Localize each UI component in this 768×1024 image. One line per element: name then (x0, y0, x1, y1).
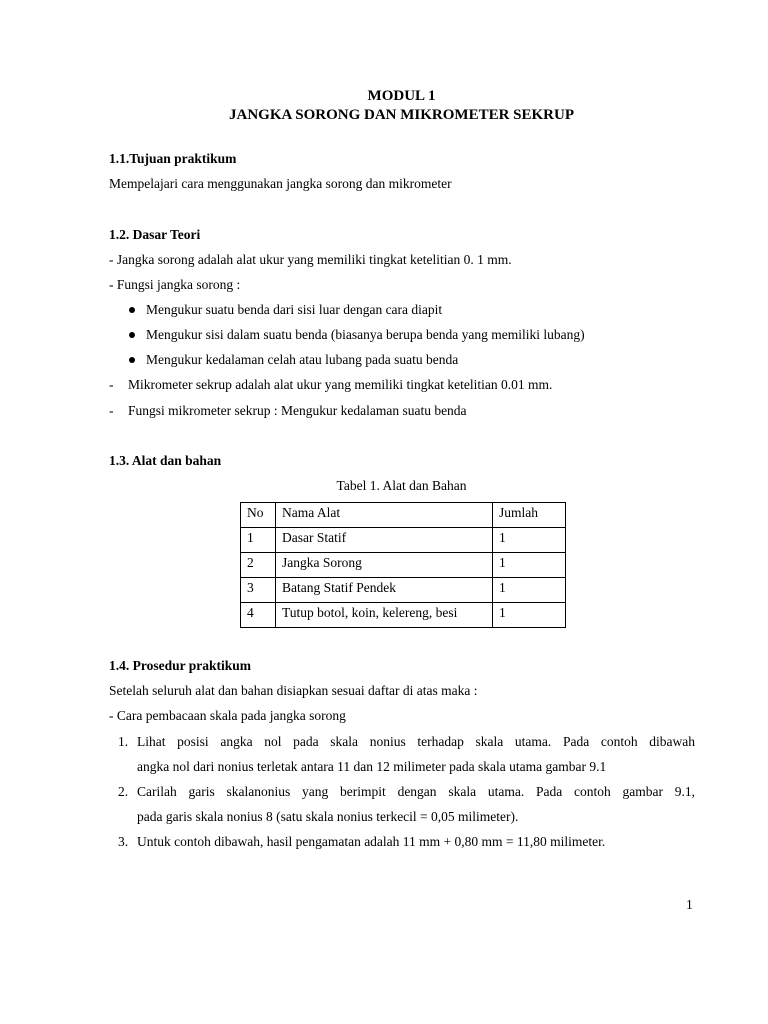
table-cell: 1 (493, 603, 566, 628)
table-row (241, 528, 566, 553)
dash-marker: - (109, 377, 114, 392)
table-cell: 3 (241, 578, 276, 603)
table-header-row (241, 503, 566, 528)
table-cell: Tutup botol, koin, kelereng, besi (276, 603, 493, 628)
prosedur-subheading: - Cara pembacaan skala pada jangka sorong (109, 708, 346, 723)
bullet-item: Mengukur kedalaman celah atau lubang pada suatu benda (146, 352, 459, 367)
table-cell: 1 (493, 578, 566, 603)
step-number: 1. (118, 734, 129, 749)
section-heading-alat-bahan: 1.3. Alat dan bahan (109, 453, 222, 468)
bullet-icon (129, 357, 135, 363)
dasar-teori-line-2: - Fungsi jangka sorong : (109, 277, 241, 292)
bullet-item: Mengukur sisi dalam suatu benda (biasanya berupa benda yang memiliki lubang) (146, 327, 585, 342)
bullet-icon (129, 307, 135, 313)
dash-item: Fungsi mikrometer sekrup : Mengukur kedalaman suatu benda (128, 403, 467, 418)
step-text: Lihat posisi angka nol pada skala nonius terhadap skala utama. Pada contoh dibawah (137, 734, 695, 749)
bullet-icon (129, 332, 135, 338)
page-number: 1 (686, 897, 693, 912)
step-number: 3. (118, 834, 129, 849)
module-subtitle: JANGKA SORONG DAN MIKROMETER SEKRUP (228, 107, 575, 123)
table-cell: 2 (241, 553, 276, 578)
table-cell: Jangka Sorong (276, 553, 493, 578)
step-number: 2. (118, 784, 129, 799)
prosedur-intro: Setelah seluruh alat dan bahan disiapkan sesuai daftar di atas maka : (109, 683, 478, 698)
step-text: Carilah garis skalanonius yang berimpit dengan skala utama. Pada contoh gambar 9.1, (137, 784, 695, 799)
table-cell: 1 (493, 553, 566, 578)
bullet-item: Mengukur suatu benda dari sisi luar dengan cara diapit (146, 302, 443, 317)
table-cell: 1 (241, 528, 276, 553)
table-cell: Batang Statif Pendek (276, 578, 493, 603)
step-text-continued: angka nol dari nonius terletak antara 11 dan 12 milimeter pada skala utama gambar 9.1 (137, 759, 607, 774)
dasar-teori-line-1: - Jangka sorong adalah alat ukur yang memiliki tingkat ketelitian 0. 1 mm. (109, 252, 512, 267)
table-row (241, 603, 566, 628)
module-title: MODUL 1 (367, 88, 436, 104)
section-heading-tujuan: 1.1.Tujuan praktikum (109, 151, 237, 166)
step-text-continued: pada garis skala nonius 8 (satu skala nonius terkecil = 0,05 milimeter). (137, 809, 519, 824)
table-cell: 4 (241, 603, 276, 628)
table-caption: Tabel 1. Alat dan Bahan (336, 478, 467, 493)
step-text: Untuk contoh dibawah, hasil pengamatan adalah 11 mm + 0,80 mm = 11,80 milimeter. (137, 834, 606, 849)
table-cell: 1 (493, 528, 566, 553)
section-heading-prosedur: 1.4. Prosedur praktikum (109, 658, 252, 673)
dash-item: Mikrometer sekrup adalah alat ukur yang memiliki tingkat ketelitian 0.01 mm. (128, 377, 553, 392)
dash-marker: - (109, 403, 114, 418)
table-row (241, 553, 566, 578)
section-heading-dasar-teori: 1.2. Dasar Teori (109, 227, 201, 242)
table-header-cell: Jumlah (493, 503, 566, 528)
table-cell: Dasar Statif (276, 528, 493, 553)
table-header-cell: Nama Alat (276, 503, 493, 528)
equipment-table (240, 502, 566, 628)
table-row (241, 578, 566, 603)
table-header-cell: No (241, 503, 276, 528)
tujuan-text: Mempelajari cara menggunakan jangka sorong dan mikrometer (109, 176, 452, 191)
